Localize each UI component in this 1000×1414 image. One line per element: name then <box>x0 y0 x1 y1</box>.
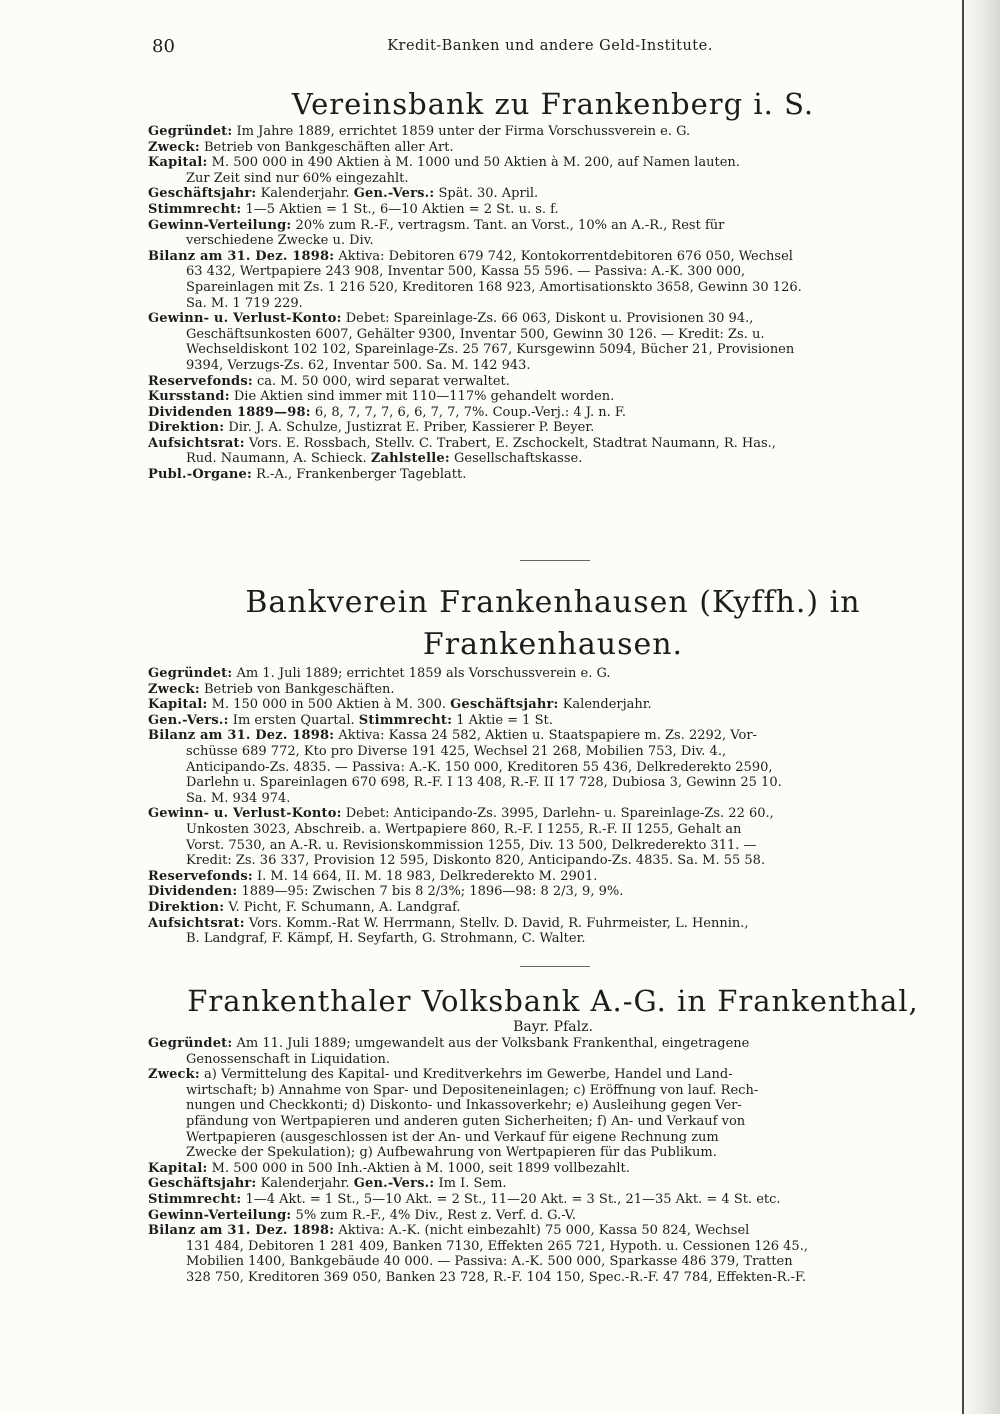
entry-label: Zweck: <box>148 1067 200 1083</box>
entry-label: Kursstand: <box>148 389 230 405</box>
entry-label: Reservefonds: <box>148 373 253 389</box>
entry-line <box>148 884 958 900</box>
entry-continuation <box>148 233 958 249</box>
entry-continuation <box>148 280 958 296</box>
running-head-title: Kredit-Banken und andere Geld-Institute. <box>387 38 713 54</box>
section-title: Vereinsbank zu Frankenberg i. S. <box>291 87 815 121</box>
entry-line <box>148 869 958 885</box>
entry-text: Unkosten 3023, Abschreib. a. Wertpapiere 860, R.-F. I 1255, R.-F. II 1255, Gehalt an <box>186 821 742 837</box>
entry-continuation <box>148 1270 958 1286</box>
entry-line <box>148 1176 958 1192</box>
entry-text: Kalenderjahr. <box>256 1176 354 1192</box>
entry-label: Zweck: <box>148 681 200 697</box>
entry-text: 1 Aktie = 1 St. <box>452 712 553 728</box>
entry-text: Debet: Spareinlage-Zs. 66 063, Diskont u. Provisionen 30 94., <box>341 311 754 327</box>
entry-label: Kapital: <box>148 155 208 171</box>
entry-text: Wertpapieren (ausgeschlossen ist der An- und Verkauf für eigene Rechnung zum <box>186 1129 719 1145</box>
section-title: Frankenthaler Volksbank A.-G. in Frankenthal, <box>187 984 919 1018</box>
entry-label: Stimmrecht: <box>148 201 242 217</box>
entry-line <box>148 682 958 698</box>
entry-text: ca. M. 50 000, wird separat verwaltet. <box>252 373 510 389</box>
entry-list <box>148 666 958 947</box>
entry-line <box>148 249 958 265</box>
section-subtitle: Bayr. Pfalz. <box>513 1019 593 1035</box>
entry-text: Debet: Anticipando-Zs. 3995, Darlehn- u. Spareinlage-Zs. 22 60., <box>341 806 774 822</box>
entry-text: Im Jahre 1889, errichtet 1859 unter der Firma Vorschussverein e. G. <box>232 124 691 139</box>
entry-line <box>148 1036 958 1052</box>
entry-line <box>148 713 958 729</box>
entry-label: Gewinn- u. Verlust-Konto: <box>148 806 342 822</box>
entry-text: Sa. M. 1 719 229. <box>186 295 303 311</box>
entry-text: Rud. Naumann, A. Schieck. <box>186 451 371 467</box>
entry-line <box>148 218 958 234</box>
entry-text: Vorst. 7530, an A.-R. u. Revisionskommission 1255, Div. 13 500, Delkrederekto 311. — <box>186 837 757 853</box>
entry-text: Betrieb von Bankgeschäften aller Art. <box>199 139 454 155</box>
entry-continuation <box>148 171 958 187</box>
entry-continuation <box>148 296 958 312</box>
entry-text: Die Aktien sind immer mit 110—117% gehandelt worden. <box>229 389 615 405</box>
entry-continuation <box>148 931 958 947</box>
entry-text: 63 432, Wertpapiere 243 908, Inventar 500, Kassa 55 596. — Passiva: A.-K. 300 000, <box>186 264 746 280</box>
entry-label: Bilanz am 31. Dez. 1898: <box>148 728 335 744</box>
entry-line <box>148 311 958 327</box>
entry-text: M. 500 000 in 500 Inh.-Aktien à M. 1000, seit 1899 vollbezahlt. <box>207 1160 630 1176</box>
entry-text: Sa. M. 934 974. <box>186 790 291 806</box>
entry-text: Genossenschaft in Liquidation. <box>186 1051 391 1067</box>
entry-line <box>148 389 958 405</box>
entry-text: Vors. Komm.-Rat W. Herrmann, Stellv. D. David, R. Fuhrmeister, L. Hennin., <box>244 915 749 931</box>
entry-text: Betrieb von Bankgeschäften. <box>199 681 395 697</box>
entry-label: Direktion: <box>148 420 225 436</box>
entry-text: Aktiva: A.-K. (nicht einbezahlt) 75 000, Kassa 50 824, Wechsel <box>334 1223 750 1239</box>
entry-line <box>148 467 958 483</box>
entry-text: Spät. 30. April. <box>434 186 539 202</box>
entry-line <box>148 666 958 682</box>
entry-line <box>148 405 958 421</box>
entry-continuation <box>148 775 958 791</box>
entry-text: Geschäftsunkosten 6007, Gehälter 9300, Inventar 500, Gewinn 30 126. — Kredit: Zs. u. <box>186 326 765 342</box>
entry-continuation <box>148 327 958 343</box>
entry-label: Gen.-Vers.: <box>353 186 435 202</box>
entry-label: Aufsichtsrat: <box>148 435 245 451</box>
entry-text: Spareinlagen mit Zs. 1 216 520, Kreditoren 168 923, Amortisationskto 3658, Gewinn 30 126. <box>186 279 802 295</box>
entry-text: V. Picht, F. Schumann, A. Landgraf. <box>224 899 461 915</box>
entry-line <box>148 728 958 744</box>
entry-label: Dividenden 1889—98: <box>148 404 311 420</box>
page-number: 80 <box>152 36 175 57</box>
entry-text: Anticipando-Zs. 4835. — Passiva: A.-K. 150 000, Kreditoren 55 436, Delkrederekto 2590, <box>186 759 773 775</box>
entry-continuation <box>148 838 958 854</box>
entry-label: Reservefonds: <box>148 868 253 884</box>
entry-text: Am 11. Juli 1889; umgewandelt aus der Volksbank Frankenthal, eingetragene <box>232 1036 750 1051</box>
entry-line <box>148 124 958 140</box>
entry-label: Stimmrecht: <box>148 1191 242 1207</box>
section-divider <box>520 966 590 967</box>
entry-text: Aktiva: Debitoren 679 742, Kontokorrentdebitoren 676 050, Wechsel <box>334 248 793 264</box>
entry-label: Bilanz am 31. Dez. 1898: <box>148 248 335 264</box>
entry-label: Gewinn- u. Verlust-Konto: <box>148 311 342 327</box>
entry-text: 9394, Verzugs-Zs. 62, Inventar 500. Sa. M. 142 943. <box>186 357 531 373</box>
entry-text: Kredit: Zs. 36 337, Provision 12 595, Diskonto 820, Anticipando-Zs. 4835. Sa. M. 55 58. <box>186 853 766 869</box>
entry-label: Bilanz am 31. Dez. 1898: <box>148 1223 335 1239</box>
entry-label: Geschäftsjahr: <box>450 697 559 713</box>
entry-text: 6, 8, 7, 7, 7, 6, 6, 7, 7, 7%. Coup.-Verj.: 4 J. n. F. <box>310 404 627 420</box>
section-title: Bankverein Frankenhausen (Kyffh.) in Frankenhausen. <box>245 585 861 662</box>
entry-text: B. Landgraf, F. Kämpf, H. Seyfarth, G. Strohmann, C. Walter. <box>186 931 586 947</box>
entry-text: Wechseldiskont 102 102, Spareinlage-Zs. 25 767, Kursgewinn 5094, Bücher 21, Provisionen <box>186 342 795 358</box>
entry-text: schüsse 689 772, Kto pro Diverse 191 425, Wechsel 21 268, Mobilien 753, Div. 4., <box>186 743 727 759</box>
entry-text: nungen und Checkkonti; d) Diskonto- und Inkassoverkehr; e) Ausleihung gegen Ver- <box>186 1098 742 1114</box>
entry-line <box>148 420 958 436</box>
entry-continuation <box>148 760 958 776</box>
page-edge-line <box>962 0 964 1414</box>
entry-text: Dir. J. A. Schulze, Justizrat E. Priber, Kassierer P. Beyer. <box>224 420 595 436</box>
entry-line <box>148 155 958 171</box>
entry-label: Zahlstelle: <box>370 451 450 467</box>
entry-text: 1889—95: Zwischen 7 bis 8 2/3%; 1896—98: 8 2/3, 9, 9%. <box>237 884 624 900</box>
entry-label: Gegründet: <box>148 666 233 681</box>
entry-continuation <box>148 1098 958 1114</box>
entry-line <box>148 1161 958 1177</box>
entry-text: Kalenderjahr. <box>256 186 354 202</box>
entry-line <box>148 374 958 390</box>
entry-continuation <box>148 342 958 358</box>
entry-text: M. 500 000 in 490 Aktien à M. 1000 und 50 Aktien à M. 200, auf Namen lauten. <box>207 155 740 171</box>
entry-line <box>148 140 958 156</box>
entry-label: Dividenden: <box>148 884 238 900</box>
entry-text: 1—5 Aktien = 1 St., 6—10 Aktien = 2 St. u. s. f. <box>241 201 559 217</box>
entry-label: Publ.-Organe: <box>148 467 252 483</box>
entry-label: Direktion: <box>148 899 225 915</box>
entry-text: Zur Zeit sind nur 60% eingezahlt. <box>186 170 409 186</box>
entry-label: Kapital: <box>148 697 208 713</box>
entry-text: Kalenderjahr. <box>558 697 652 713</box>
entry-text: M. 150 000 in 500 Aktien à M. 300. <box>207 697 451 713</box>
entry-text: R.-A., Frankenberger Tageblatt. <box>252 467 467 483</box>
entry-continuation <box>148 1239 958 1255</box>
entry-text: Mobilien 1400, Bankgebäude 40 000. — Passiva: A.-K. 500 000, Sparkasse 486 379, Tratten <box>186 1254 793 1270</box>
entry-text: Gesellschaftskasse. <box>449 451 583 467</box>
section-bankverein-frankenhausen <box>148 582 958 947</box>
entry-label: Gewinn-Verteilung: <box>148 1207 292 1223</box>
section-divider <box>520 560 590 561</box>
entry-text: Am 1. Juli 1889; errichtet 1859 als Vorschussverein e. G. <box>232 666 611 681</box>
entry-label: Gewinn-Verteilung: <box>148 217 292 233</box>
entry-text: Aktiva: Kassa 24 582, Aktien u. Staatspapiere m. Zs. 2292, Vor- <box>334 728 757 744</box>
entry-label: Stimmrecht: <box>358 712 453 728</box>
entry-line <box>148 1208 958 1224</box>
entry-continuation <box>148 822 958 838</box>
entry-line <box>148 900 958 916</box>
entry-text: Darlehn u. Spareinlagen 670 698, R.-F. I 13 408, R.-F. II 17 728, Dubiosa 3, Gewinn 25 10. <box>186 775 782 791</box>
entry-line <box>148 916 958 932</box>
entry-continuation <box>148 791 958 807</box>
section-frankenthaler-volksbank <box>148 981 958 1286</box>
entry-label: Gen.-Vers.: <box>148 712 229 728</box>
entry-text: 1—4 Akt. = 1 St., 5—10 Akt. = 2 St., 11—20 Akt. = 3 St., 21—35 Akt. = 4 St. etc. <box>241 1191 781 1207</box>
entry-text: 5% zum R.-F., 4% Div., Rest z. Verf. d. G.-V. <box>291 1207 576 1223</box>
entry-text: wirtschaft; b) Annahme von Spar- und Depositeneinlagen; c) Eröffnung von lauf. Rech- <box>186 1082 759 1098</box>
entry-text: 131 484, Debitoren 1 281 409, Banken 7130, Effekten 265 721, Hypoth. u. Cessionen 126 45., <box>186 1238 808 1254</box>
entry-continuation <box>148 264 958 280</box>
entry-text: 328 750, Kreditoren 369 050, Banken 23 728, R.-F. 104 150, Spec.-R.-F. 47 784, Effekten-R.-F. <box>186 1269 807 1285</box>
entry-line <box>148 1192 958 1208</box>
entry-continuation <box>148 451 958 467</box>
entry-continuation <box>148 1114 958 1130</box>
entry-continuation <box>148 1145 958 1161</box>
entry-list <box>148 124 958 483</box>
entry-label: Gen.-Vers.: <box>353 1176 435 1192</box>
entry-line <box>148 697 958 713</box>
entry-continuation <box>148 1083 958 1099</box>
entry-line <box>148 186 958 202</box>
entry-label: Aufsichtsrat: <box>148 915 245 931</box>
entry-label: Gegründet: <box>148 124 233 139</box>
running-head <box>150 36 950 60</box>
entry-continuation <box>148 1254 958 1270</box>
entry-continuation <box>148 358 958 374</box>
entry-text: Zwecke der Spekulation); g) Aufbewahrung von Wertpapieren für das Publikum. <box>186 1145 717 1161</box>
entry-text: a) Vermittelung des Kapital- und Kreditverkehrs im Gewerbe, Handel und Land- <box>199 1067 733 1083</box>
entry-label: Zweck: <box>148 139 200 155</box>
entry-line <box>148 436 958 452</box>
entry-label: Geschäftsjahr: <box>148 186 257 202</box>
entry-text: Vors. E. Rossbach, Stellv. C. Trabert, E. Zschockelt, Stadtrat Naumann, R. Has., <box>244 435 776 451</box>
page-edge-shadow <box>960 0 1000 1414</box>
entry-list <box>148 1036 958 1286</box>
entry-label: Gegründet: <box>148 1036 233 1051</box>
entry-line <box>148 1067 958 1083</box>
entry-label: Kapital: <box>148 1160 208 1176</box>
entry-text: pfändung von Wertpapieren und anderen guten Sicherheiten; f) An- und Verkauf von <box>186 1113 746 1129</box>
entry-text: verschiedene Zwecke u. Div. <box>186 233 374 249</box>
entry-text: Im ersten Quartal. <box>228 712 359 728</box>
entry-line <box>148 1223 958 1239</box>
entry-continuation <box>148 853 958 869</box>
entry-text: Im I. Sem. <box>434 1176 507 1192</box>
entry-label: Geschäftsjahr: <box>148 1176 257 1192</box>
entry-text: 20% zum R.-F., vertragsm. Tant. an Vorst., 10% an A.-R., Rest für <box>291 217 725 233</box>
entry-line <box>148 806 958 822</box>
entry-line <box>148 202 958 218</box>
section-vereinsbank-frankenberg <box>148 84 958 483</box>
entry-continuation <box>148 1052 958 1068</box>
entry-continuation <box>148 744 958 760</box>
entry-text: I. M. 14 664, II. M. 18 983, Delkrederekto M. 2901. <box>252 868 598 884</box>
entry-continuation <box>148 1130 958 1146</box>
